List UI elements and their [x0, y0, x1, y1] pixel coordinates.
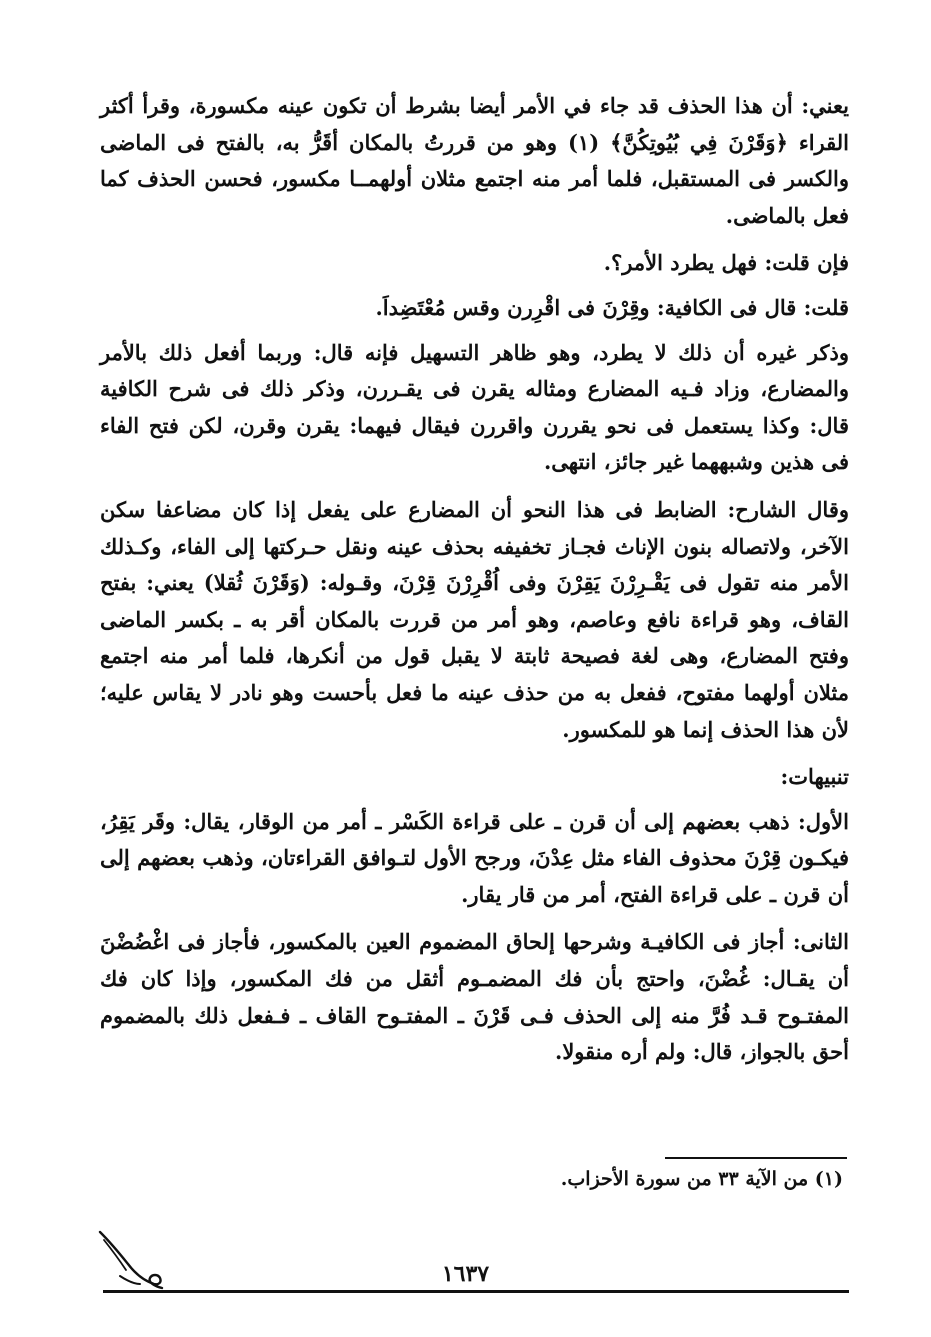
- note-2: الثانى: أجاز فى الكافيـة وشرحها إلحاق المضموم العين بالمكسور، فأجاز فى اغْضُضْنَ أن يقـال: غُضْنَ، واحتج بأن فك المضمـوم أثقل من فك المكسور، وإذا كان فك المفتـوح قـد فُرَّ منه إلى الحذف فـى قَرْنَ ـ المفتـوح القاف ـ فـفعل ذلك بالمضموم أحق بالجواز، قال: ولم أره منقولا.: [100, 929, 849, 1065]
- paragraph-1: يعني: أن هذا الحذف قد جاء في الأمر أيضا بشرط أن تكون عينه مكسورة، وقرأ أكثر القراء ﴿وَقَرْنَ فِي بُيُوتِكُنَّ﴾ (١) وهو من قررتُ بالمكان أقَرُّ به، بالفتح فى الماضى والكسر فى المستقبل، فلما أمر منه اجتمع مثلان أولهمــا مكسور، فحسن الحذف كما فعل بالماضى.: [100, 93, 849, 228]
- page-number: ١٦٣٧: [441, 1261, 490, 1287]
- paragraph-2: فإن قلت: فهل يطرد الأمر؟.: [603, 250, 849, 276]
- notes-heading: تنبيهات:: [780, 764, 849, 790]
- note-1: الأول: ذهب بعضهم إلى أن قرن ـ على قراءة الكَسْر ـ أمر من الوقار، يقال: وقَر يَقِرُ، فيكـون قِرْنَ محذوف الفاء مثل عِدْنَ، ورجح الأول لتـوافق القراءتان، وذهب بعضهم إلى أن قرن ـ على قراءة الفتح، أمر من قار يقار.: [100, 808, 849, 907]
- paragraph-4: وذكر غيره أن ذلك لا يطرد، وهو ظاهر التسهيل فإنه قال: وربما أفعل ذلك بالأمر والمضارع، وزاد فـيه المضارع ومثاله يقرن فى يقـررن، وذكر ذلك فى شرح الكافية قال: وكذا يستعمل فى نحو يقررن واقررن فيقال فيهما: يقرن وقرن، لكن فتح الفاء فى هذين وشبههما غير جائز، انتهى.: [100, 339, 849, 475]
- bottom-rule: [103, 1290, 849, 1293]
- footnote-divider: [665, 1157, 847, 1159]
- paragraph-3: قلت: قال فى الكافية: وقِرْنَ فى اقْرِرن وقس مُعْتَضِداَ.: [375, 294, 849, 320]
- paragraph-5: وقال الشارح: الضابط فى هذا النحو أن المضارع على يفعل إذا كان مضاعفا سكن الآخر، ولاتصاله بنون الإناث فجـاز تخفيفه بحذف عينه ونقل حـركتها إلى الفاء، وكـذلك الأمر منه تقول فى يَقْـرِرْنَ يَقِرْنَ وفى اُقْرِرْنَ قِرْنَ، وقـوله: (وَقَرْنَ ثُقلا) يعني: بفتح القاف، وهو قراءة نافع وعاصم، وهو أمر من قررت بالمكان أقر به ـ بكسر الماضى وفتح المضارع، وهى لغة فصيحة ثابتة لا يقبل قول من أنكرها، فلما أمر منه اجتمع مثلان أولهما مفتوح، ففعل به من حذف عينه ما فعل بأحست وهو نادر لا يقاس عليه؛ لأن هذا الحذف إنما هو للمكسور.: [100, 496, 849, 742]
- main-text-block: [100, 88, 849, 1082]
- footnote: (١) من الآية ٣٣ من سورة الأحزاب.: [560, 1168, 843, 1190]
